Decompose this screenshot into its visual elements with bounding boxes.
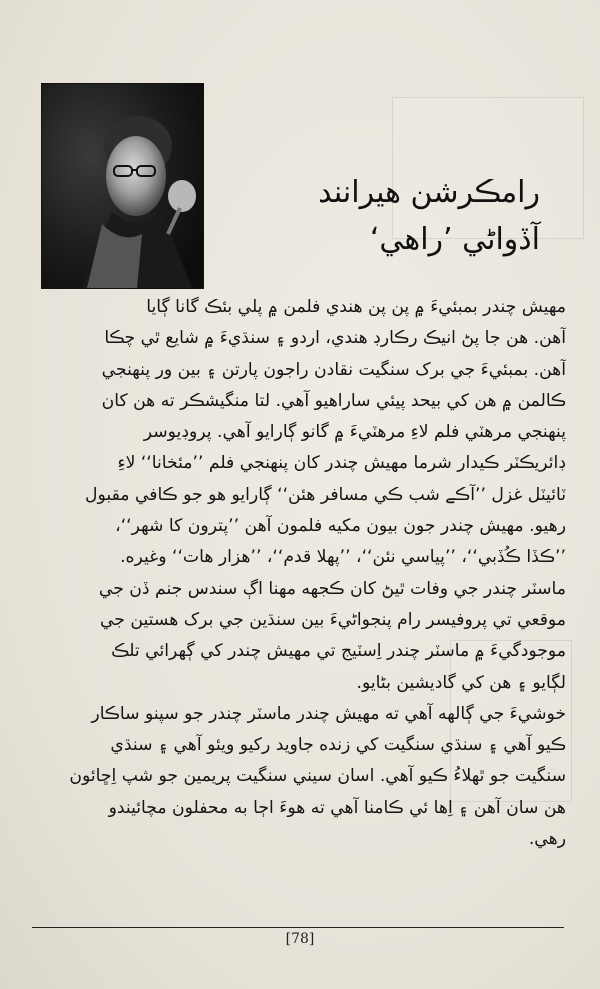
text-line: آهن. هن جا پڻ انيڪ رڪارڊ هندي، اردو ۽ سنڌيءَ ۾ شايع ٿي چڪا [104, 328, 566, 349]
show-through-frame [392, 97, 584, 239]
text-line: موجودگيءَ ۾ ماسٽر چندر اِسٽيج تي مهيش چندر کي ڳهرائي تلڪ [111, 641, 566, 662]
text-line: لڳايو ۽ هن کي گاديشين بڻايو. [356, 672, 566, 693]
article-body [38, 292, 566, 855]
text-line: پنهنجي مرهٽي فلم لاءِ مرهٽيءَ ۾ گانو ڳارايو آهي. پروڊيوسر [143, 422, 566, 443]
author-surname-heading: آڏواڻي ’راهي‘ [369, 222, 540, 257]
footer-divider [32, 927, 564, 928]
text-line: ماسٽر چندر جي وفات ٿيڻ کان ڪجهه مهنا اڳ سندس جنم ڏن جي [98, 578, 566, 599]
text-line: ٽائيٽل غزل ’’آڪے شب ڪي مسافر هئن‘‘ ڳارايو هو جو ڪافي مقبول [85, 484, 566, 505]
text-line: موقعي تي پروفيسر رام پنجواڻيءَ بين سنڌين جي برک هستين جي [99, 609, 566, 630]
text-line: رهي. [528, 829, 566, 850]
text-line: مهيش چندر بمبئيءَ ۾ پن پن هندي فلمن ۾ پلي بئڪ گانا ڳايا [146, 297, 566, 317]
text-line: هن سان آهن ۽ اِها ئي ڪامنا آهي ته هوءَ اڄا به محفلون مچائيندو [108, 797, 566, 818]
text-line: ڊائريڪٽر ڪيدار شرما مهيش چندر کان پنهنجي فلم ’’مئخانا‘‘ لاءِ [117, 453, 566, 474]
text-line: آهن. بمبئيءَ جي برک سنگيت نقادن راجون پارتن ۽ بين ور پنهنجي [101, 359, 566, 380]
page-number: [78] [285, 931, 315, 947]
text-line: سنگيت جو ٿهلاءُ ڪيو آهي. اسان سيني سنگيت پريمين جو شپ اِڇائون [69, 766, 566, 787]
text-line: رهيو. مهيش چندر جون بيون مکيه فلمون آهن ’’پترون کا شهر‘‘، [115, 516, 566, 537]
text-line: خوشيءَ جي ڳالهه آهي ته مهيش چندر ماسٽر چندر جو سپنو ساڪار [91, 703, 566, 724]
text-line: ڪيو آهي ۽ سنڌي سنگيت کي زنده جاويد رکيو ويئو آهي ۽ سنڌي [110, 735, 566, 756]
author-name-heading: رامڪرشن هيرانند [318, 175, 540, 210]
text-line: ’’ڪڏا ڪُڏبي‘‘، ’’پياسي نئن‘‘، ’’پهلا قدم‘‘، ’’هزار هات‘‘ وغيره. [120, 547, 566, 568]
text-line: ڪالمن ۾ هن کي بيحد پيئي ساراهيو آهي. لتا منگيشڪر ته هن کان [101, 390, 566, 411]
portrait-photo-icon [42, 84, 203, 288]
